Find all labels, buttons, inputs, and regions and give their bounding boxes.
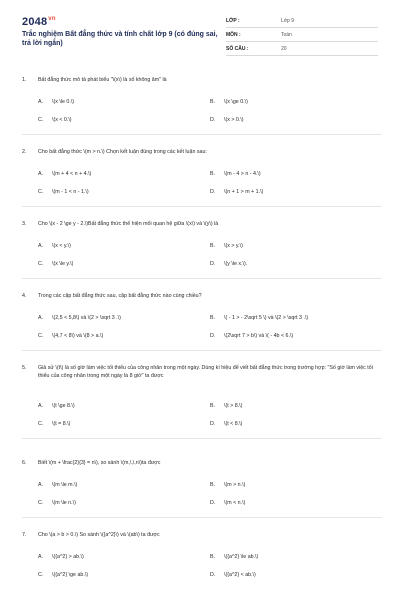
answer-option[interactable] [38,420,70,428]
answer-option[interactable] [210,402,242,410]
answer-option[interactable] [38,481,77,489]
question-stem [22,364,382,380]
answer-option[interactable] [38,116,72,124]
option-letter: D. [210,189,216,195]
question-text: Trong các cặp bất đẳng thức sau, cặp bất đẳng thức nào cùng chiều? [38,293,202,299]
option-text: \(y \le x.\). [224,261,248,267]
site-logo[interactable]: $2048^{vn}$ [22,16,56,28]
option-letter: B. [210,171,216,177]
option-text: \(m - 4 > n - 4.\) [224,171,261,177]
answer-option[interactable] [38,553,84,561]
answer-option[interactable] [38,242,71,250]
option-letter: B. [210,315,216,321]
option-text: \(2,5 < 5,8\) và \(2 > \sqrt 3 .\) [52,315,121,321]
option-text: \(t > 8.\) [224,403,243,409]
answer-option[interactable] [38,188,89,196]
question-item [22,364,382,427]
option-text: \(x < y.\) [52,243,71,249]
answer-option[interactable] [38,170,91,178]
option-letter: A. [38,554,44,560]
option-letter: C. [38,572,44,578]
option-letter: C. [38,189,44,195]
option-letter: B. [210,99,216,105]
option-letter: D. [210,572,216,578]
meta-subject-row [226,28,378,42]
option-text: \(m \le m.\) [52,482,78,488]
question-item [22,220,382,267]
quiz-title: Trắc nghiệm Bất đẳng thức và tính chất lớp 9 (có đúng sai, trả lời ngắn) [22,31,218,47]
answer-option[interactable] [38,499,76,507]
answer-option[interactable] [210,332,293,340]
option-text: \( - 1 > - 2\sqrt 5 \) và \(2 > \sqrt 3 .\) [224,315,309,321]
question-item [22,148,382,195]
question-number: 7. [22,532,27,538]
meta-class-value: Lớp 9 [281,18,295,24]
option-text: \(m < n.\) [224,500,246,506]
question-number: 2. [22,149,27,155]
question-divider [22,517,382,518]
option-letter: A. [38,99,44,105]
option-text: \({a^2} \le ab.\) [224,554,259,560]
option-text: \(x < 0.\) [52,117,72,123]
option-letter: C. [38,500,44,506]
answer-option[interactable] [210,481,245,489]
question-number: 1. [22,77,27,83]
option-letter: D. [210,333,216,339]
answer-option[interactable] [38,332,103,340]
question-item [22,531,382,578]
option-text: \(x > 0.\) [224,117,244,123]
option-text: \(x \le 0.\) [52,99,75,105]
question-text: Cho bất đẳng thức \(m > n.\) Chọn kết luận đúng trong các kết luận sau: [38,149,207,155]
question-divider [22,438,382,439]
option-letter: B. [210,554,216,560]
quiz-meta [226,14,378,56]
question-divider [22,134,382,135]
question-number: 6. [22,460,27,466]
option-letter: A. [38,403,44,409]
option-text: \(t < 8.\) [224,421,243,427]
option-text: \(m > n.\) [224,482,246,488]
answer-option[interactable] [210,170,261,178]
answer-option[interactable] [210,420,242,428]
option-letter: B. [210,482,216,488]
question-text: Giả sử \(t\) là số giờ làm việc tối thiểu của công nhân trong một ngày. Dùng kí hiệu để viết bất đẳng thức trong trường hợp: "Số giờ làm việc tối thiểu của công nhân trong một ngày là 8 giờ" ta được [38,365,373,379]
option-text: \({a^2} > ab.\) [52,554,84,560]
answer-option[interactable] [210,242,243,250]
option-letter: D. [210,117,216,123]
answer-option[interactable] [38,571,88,579]
question-number: 4. [22,293,27,299]
answer-option[interactable] [210,314,308,322]
question-item [22,76,382,123]
question-stem [22,76,382,84]
option-text: \(m \le n.\) [52,500,76,506]
question-stem [22,220,382,228]
meta-class-row [226,14,378,28]
option-text: \(m - 1 < n - 1.\) [52,189,89,195]
option-text: \(n + 1 > m + 1.\) [224,189,264,195]
answer-option[interactable] [210,116,244,124]
answer-option[interactable] [38,260,73,268]
option-letter: D. [210,261,216,267]
question-stem [22,531,382,539]
option-text: \({a^2} \ge ab.\) [52,572,89,578]
option-text: \({a^2} < ab.\) [224,572,256,578]
question-divider [22,350,382,351]
answer-option[interactable] [210,499,245,507]
meta-subject-label: MÔN : [226,32,241,38]
option-text: \(m + 4 < n + 4.\) [52,171,92,177]
question-text: Cho \(x - 2 \ge y - 2.\)Bất đẳng thức thể hiện mối quan hệ giữa \(x\) và \(y\) là [38,221,219,227]
option-letter: A. [38,315,44,321]
option-letter: C. [38,421,44,427]
question-text: Biết \(m + \frac{2}{3} = n\), so sánh \(m,\,\,n\)ta được [38,460,161,466]
meta-count-label: SỐ CÂU : [226,46,249,52]
meta-subject-value: Toán [281,32,292,38]
option-text: \(x > y.\) [224,243,243,249]
meta-count-row [226,42,378,56]
question-divider [22,206,382,207]
question-number: 3. [22,221,27,227]
answer-option[interactable] [210,260,247,268]
answer-option[interactable] [38,98,74,106]
answer-option[interactable] [38,314,121,322]
answer-option[interactable] [210,553,258,561]
answer-option[interactable] [38,402,75,410]
option-text: \(2\sqrt 7 > b\) và \( - 4b < 6.\) [224,333,294,339]
meta-class-label: LỚP : [226,18,240,24]
question-divider [22,278,382,279]
option-text: \(t \ge 8.\) [52,403,75,409]
question-stem [22,148,382,156]
option-letter: A. [38,243,44,249]
page-header [0,0,400,60]
option-letter: B. [210,243,216,249]
question-text: Bất đẳng thức mô tả phát biểu "\(x\) là số không âm" là [38,77,167,83]
answer-option[interactable] [210,188,263,196]
question-number: 5. [22,365,27,371]
option-text: \(x \le y.\) [52,261,74,267]
option-text: \(4,7 < 8\) và \(8 > a.\) [52,333,104,339]
answer-option[interactable] [210,571,256,579]
option-letter: D. [210,500,216,506]
option-letter: A. [38,171,44,177]
question-item [22,292,382,339]
option-letter: C. [38,333,44,339]
question-stem [22,292,382,300]
meta-count-value: 20 [281,46,287,52]
option-letter: B. [210,403,216,409]
option-letter: D. [210,421,216,427]
option-letter: A. [38,482,44,488]
answer-option[interactable] [210,98,248,106]
question-text: Cho \(a > b > 0.\) So sánh \({a^2}\) và \(ab\) ta được [38,532,160,538]
question-stem [22,459,382,467]
question-item [22,459,382,506]
option-text: \(t = 8.\) [52,421,71,427]
option-text: \(x \ge 0.\) [224,99,248,105]
option-letter: C. [38,261,44,267]
option-letter: C. [38,117,44,123]
